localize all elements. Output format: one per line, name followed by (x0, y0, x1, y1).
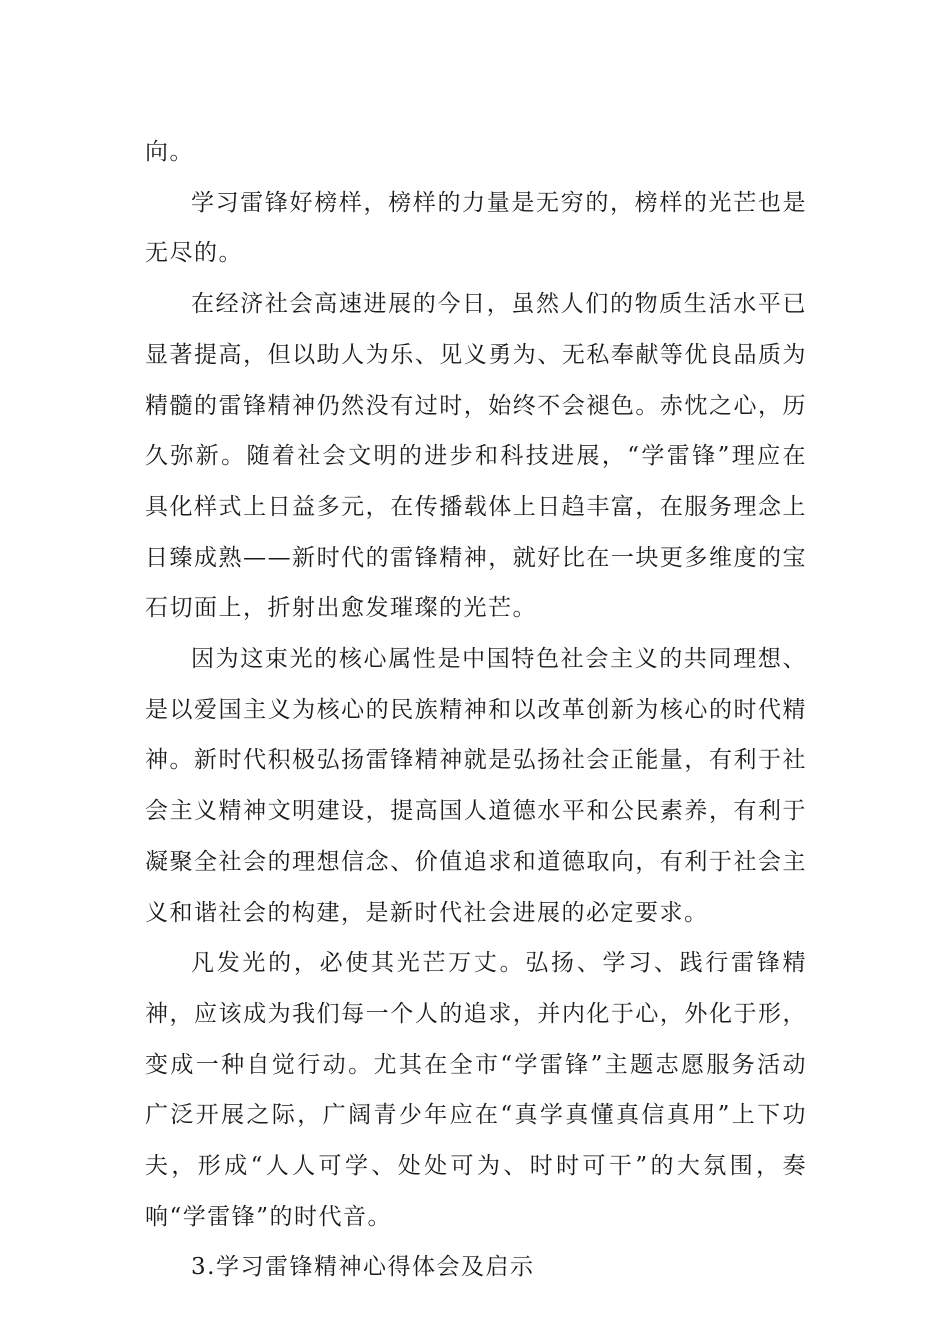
paragraph-new-era-spirit: 在经济社会高速进展的今日，虽然人们的物质生活水平已显著提高，但以助人为乐、见义勇为、无私奉献等优良品质为精髓的雷锋精神仍然没有过时，始终不会褪色。赤忱之心，历久弥新。随着社会文明的进步和科技进展，“学雷锋”理应在具化样式上日益多元，在传播载体上日趋丰富，在服务理念上日臻成熟——新时代的雷锋精神，就好比在一块更多维度的宝石切面上，折射出愈发璀璨的光芒。 (145, 291, 807, 622)
section-heading: 3.学习雷锋精神心得体会及启示 (191, 1254, 535, 1281)
paragraph-call-to-action: 凡发光的，必使其光芒万丈。弘扬、学习、践行雷锋精神，应该成为我们每一个人的追求，并内化于心，外化于形，变成一种自觉行动。尤其在全市“学雷锋”主题志愿服务活动广泛开展之际，广阔青少年应在“真学真懂真信真用”上下功夫，形成“人人可学、处处可为、时时可干”的大氛围，奏响“学雷锋”的时代音。 (145, 950, 807, 1230)
paragraph-continuation: 向。 (145, 139, 194, 165)
document-body (145, 127, 807, 1293)
paragraph-core-attributes: 因为这束光的核心属性是中国特色社会主义的共同理想、是以爱国主义为核心的民族精神和以改革创新为核心的时代精神。新时代积极弘扬雷锋精神就是弘扬社会正能量，有利于社会主义精神文明建设，提高国人道德水平和公民素养，有利于凝聚全社会的理想信念、价值追求和道德取向，有利于社会主义和谐社会的构建，是新时代社会进展的必定要求。 (145, 646, 807, 926)
paragraph-role-model: 学习雷锋好榜样，榜样的力量是无穷的，榜样的光芒也是无尽的。 (145, 189, 807, 267)
